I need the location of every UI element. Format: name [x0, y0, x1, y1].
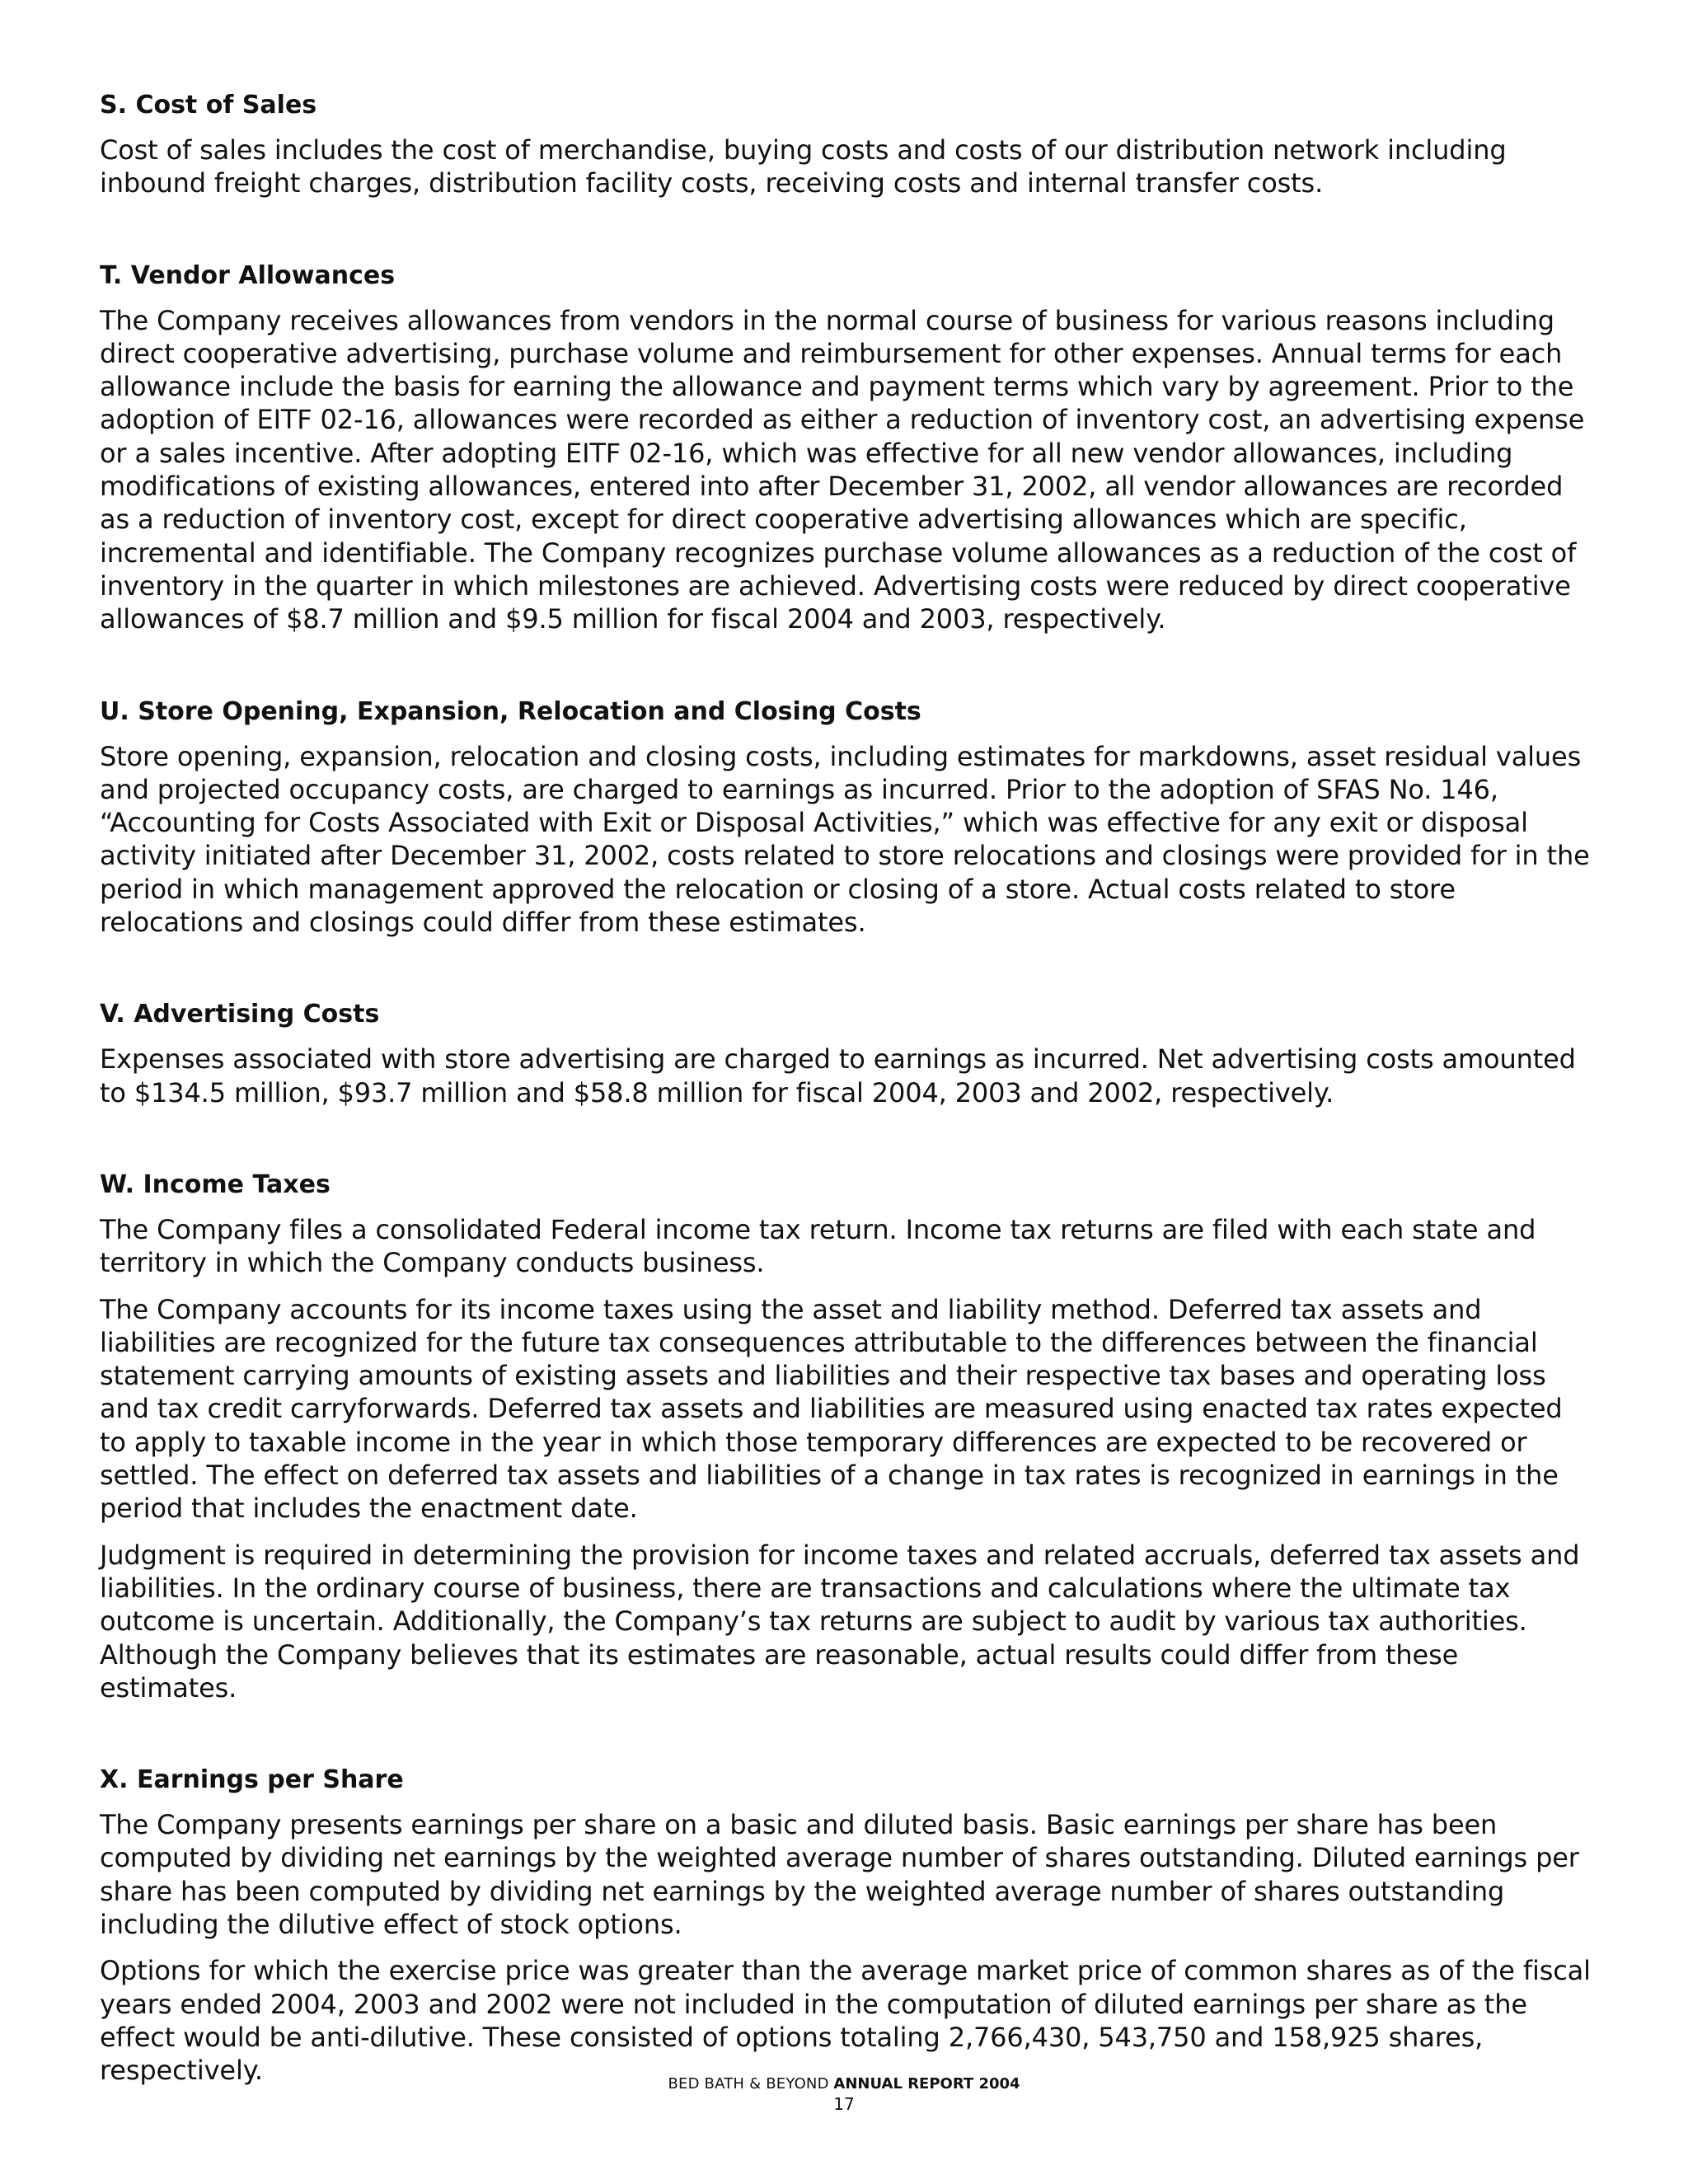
section-heading: X. Earnings per Share — [100, 1765, 404, 1795]
section-heading: T. Vendor Allowances — [100, 260, 396, 290]
section-heading: S. Cost of Sales — [100, 91, 317, 120]
section-earnings-per-share — [100, 1764, 1596, 2087]
footer-report-title: ANNUAL REPORT 2004 — [833, 2075, 1020, 2093]
paragraph: The Company presents earnings per share on a basic and diluted basis. Basic earnings per share has been computed by dividing net earnings by the weighted average number of shares outstanding. Diluted earnings per share has been computed by dividing net earnings by the weighted average number of shares outstanding including the dilutive effect of stock options. — [100, 1809, 1579, 1940]
section-heading: W. Income Taxes — [100, 1169, 331, 1199]
section-heading: V. Advertising Costs — [100, 1000, 380, 1029]
section-heading: U. Store Opening, Expansion, Relocation and Closing Costs — [100, 696, 921, 726]
paragraph: Judgment is required in determining the provision for income taxes and related accruals, deferred tax assets and liabilities. In the ordinary course of business, there are transactions and calculations where the ultimate tax outcome is uncertain. Additionally, the Company’s tax returns are subject to audit by various tax authorities. Although the Company believes that its estimates are reasonable, actual results could differ from these estimates. — [100, 1539, 1580, 1704]
paragraph: Expenses associated with store advertising are charged to earnings as incurred. Net advertising costs amounted to $134.5 million, $93.7 million and $58.8 million for fiscal 2004, 2003 and 2002, respectively. — [100, 1043, 1576, 1108]
footer-brand: BED BATH & BEYOND — [668, 2075, 829, 2093]
paragraph: The Company receives allowances from vendors in the normal course of business for various reasons including direct cooperative advertising, purchase volume and reimbursement for other expenses. Annual terms for each allowance include the basis for earning the allowance and payment terms which vary by agreement. Prior to the adoption of EITF 02-16, allowances were recorded as either a reduction of inventory cost, an advertising expense or a sales incentive. After adopting EITF 02-16, which was effective for all new vendor allowances, including modifications of existing allowances, entered into after December 31, 2002, all vendor allowances are recorded as a reduction of inventory cost, except for direct cooperative advertising allowances which are specific, incremental and identifiable. The Company recognizes purchase volume allowances as a reduction of the cost of inventory in the quarter in which milestones are achieved. Advertising costs were reduced by direct cooperative allowances of $8.7 million and $9.5 million for fiscal 2004 and 2003, respectively. — [100, 304, 1585, 635]
paragraph: Cost of sales includes the cost of merchandise, buying costs and costs of our distribution network including inbound freight charges, distribution facility costs, receiving costs and internal transfer costs. — [100, 134, 1507, 199]
section-vendor-allowances — [100, 260, 1596, 636]
section-advertising-costs — [100, 998, 1596, 1109]
paragraph: Options for which the exercise price was greater than the average market price of common shares as of the fiscal years ended 2004, 2003 and 2002 were not included in the computation of diluted earnings per share as the effect would be anti-dilutive. These consisted of options totaling 2,766,430, 543,750 and 158,925 shares, respectively. — [100, 1955, 1591, 2087]
section-store-opening-costs — [100, 696, 1596, 940]
section-cost-of-sales — [100, 89, 1596, 200]
paragraph: The Company files a consolidated Federal income tax return. Income tax returns are filed with each state and territory in which the Company conducts business. — [100, 1213, 1536, 1279]
paragraph: Store opening, expansion, relocation and closing costs, including estimates for markdowns, asset residual values and projected occupancy costs, are charged to earnings as incurred. Prior to the adoption of SFAS No. 146, “Accounting for Costs Associated with Exit or Disposal Activities,” which was effective for any exit or disposal activity initiated after December 31, 2002, costs related to store relocations and closings were provided for in the period in which management approved the relocation or closing of a store. Actual costs related to store relocations and closings could differ from these estimates. — [100, 740, 1590, 939]
page-number: 17 — [833, 2094, 855, 2114]
document-body — [100, 89, 1596, 2146]
paragraph: The Company accounts for its income taxes using the asset and liability method. Deferred tax assets and liabilities are recognized for the future tax consequences attributable to the differences between the financial statement carrying amounts of existing assets and liabilities and their respective tax bases and operating loss and tax credit carryforwards. Deferred tax assets and liabilities are measured using enacted tax rates expected to apply to taxable income in the year in which those temporary differences are expected to be recovered or settled. The effect on deferred tax assets and liabilities of a change in tax rates is recognized in earnings in the period that includes the enactment date. — [100, 1293, 1563, 1525]
page-footer — [0, 2075, 1688, 2113]
section-income-taxes — [100, 1169, 1596, 1704]
